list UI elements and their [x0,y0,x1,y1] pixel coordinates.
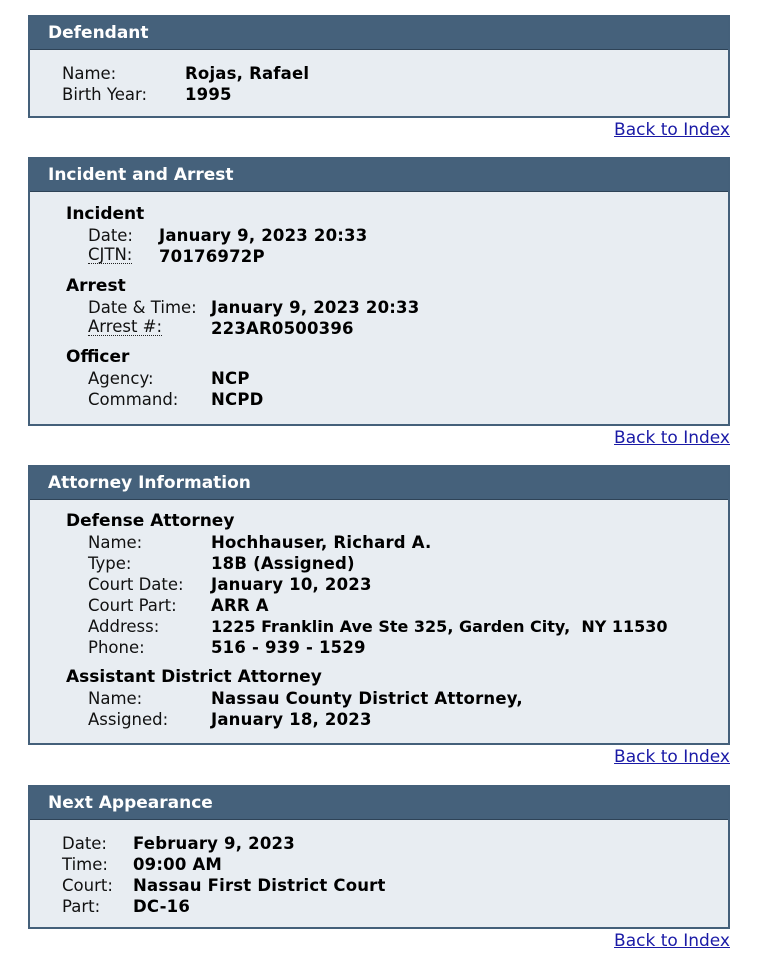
ada-assigned-label: Assigned: [88,710,169,729]
arrest-number-label: Arrest #: [88,317,163,336]
attorney-section [28,465,730,745]
incident-cjtn-label: CJTN: [88,245,133,264]
arrest-datetime-value: January 9, 2023 20:33 [211,298,420,317]
next-court-value: Nassau First District Court [133,876,386,895]
defendant-birth-year-value: 1995 [185,85,232,104]
back-to-index-link-2[interactable]: Back to Index [614,428,730,448]
next-appearance-header: Next Appearance [30,787,728,820]
defendant-name-value: Rojas, Rafael [185,64,310,83]
defense-phone-value: 516 - 939 - 1529 [211,638,366,657]
defense-address-value: 1225 Franklin Ave Ste 325, Garden City, NY 11530 [211,617,668,636]
defendant-header: Defendant [30,17,728,50]
defense-court-part-value: ARR A [211,596,269,615]
arrest-datetime-label: Date & Time: [88,298,197,317]
defendant-birth-year-label: Birth Year: [62,85,148,104]
incident-arrest-section [28,157,730,426]
officer-heading: Officer [66,347,130,367]
next-date-value: February 9, 2023 [133,834,295,853]
next-court-label: Court: [62,876,113,895]
back-to-index-link-4[interactable]: Back to Index [614,931,730,951]
next-date-label: Date: [62,834,107,853]
arrest-heading: Arrest [66,276,126,296]
back-to-index-link-3[interactable]: Back to Index [614,747,730,767]
attorney-header: Attorney Information [30,467,728,500]
next-time-label: Time: [62,855,108,874]
defense-court-date-value: January 10, 2023 [211,575,372,594]
next-part-label: Part: [62,897,101,916]
defense-address-label: Address: [88,617,160,636]
incident-date-value: January 9, 2023 20:33 [159,226,368,245]
back-to-index-link-1[interactable]: Back to Index [614,120,730,140]
defense-court-date-label: Court Date: [88,575,184,594]
defense-type-label: Type: [88,554,132,573]
defendant-section [28,15,730,118]
arrest-number-value: 223AR0500396 [211,319,354,338]
incident-cjtn-value: 70176972P [159,247,265,266]
ada-heading: Assistant District Attorney [66,667,322,687]
defense-phone-label: Phone: [88,638,145,657]
officer-command-value: NCPD [211,390,264,409]
ada-name-value: Nassau County District Attorney, [211,689,523,708]
officer-agency-label: Agency: [88,369,154,388]
incident-date-label: Date: [88,226,133,245]
ada-name-label: Name: [88,689,143,708]
defense-name-label: Name: [88,533,143,552]
next-appearance-section [28,785,730,929]
next-part-value: DC-16 [133,897,190,916]
incident-arrest-header: Incident and Arrest [30,159,728,192]
defense-court-part-label: Court Part: [88,596,177,615]
defense-type-value: 18B (Assigned) [211,554,355,573]
officer-agency-value: NCP [211,369,250,388]
next-time-value: 09:00 AM [133,855,223,874]
ada-assigned-value: January 18, 2023 [211,710,372,729]
defense-attorney-heading: Defense Attorney [66,511,235,531]
officer-command-label: Command: [88,390,179,409]
defendant-name-label: Name: [62,64,117,83]
defense-name-value: Hochhauser, Richard A. [211,533,432,552]
incident-heading: Incident [66,204,145,224]
